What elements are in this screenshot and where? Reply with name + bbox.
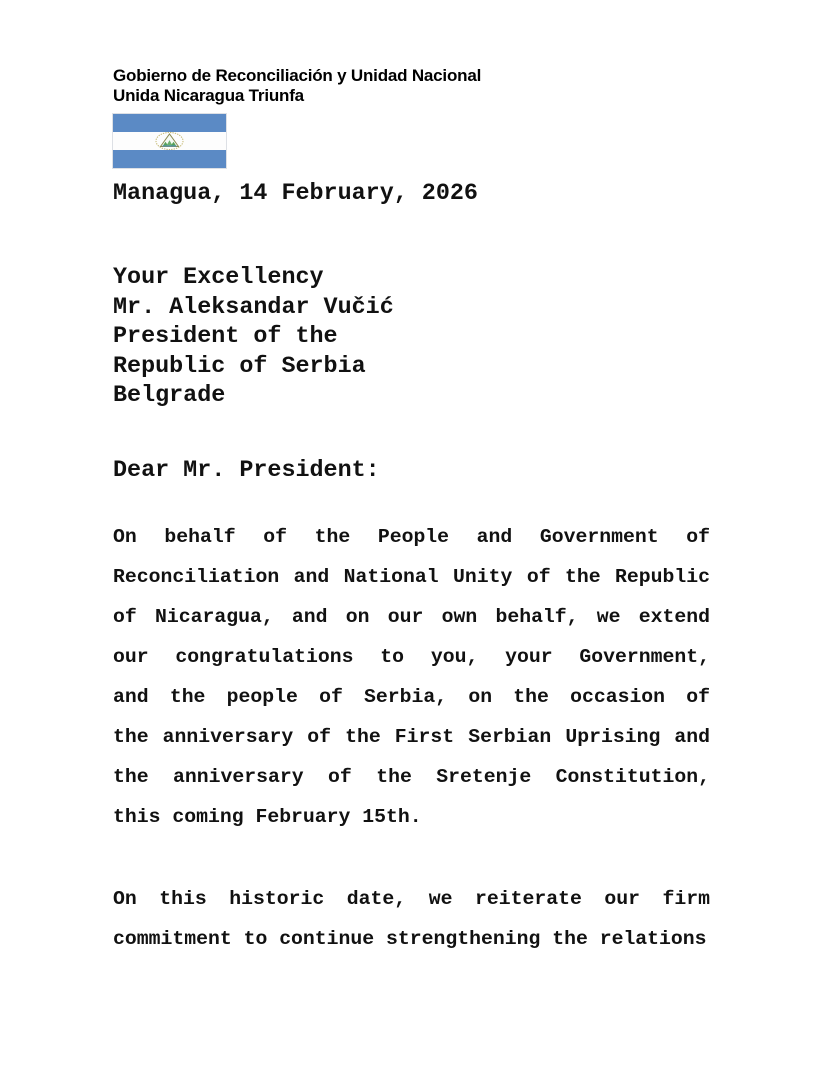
text-line: Reconciliation and National Unity of the Republic [113, 566, 710, 588]
text-line: On behalf of the People and Government of [113, 526, 710, 548]
nicaragua-flag-graphic [113, 114, 226, 168]
text-line: Belgrade [113, 383, 226, 409]
letterhead [113, 66, 481, 106]
text-line: this coming February 15th. [113, 806, 422, 828]
text-line: Your Excellency [113, 265, 324, 291]
salutation: Dear Mr. President: [113, 458, 380, 484]
letterhead-line1: Gobierno de Reconciliación y Unidad Nacional [113, 66, 482, 85]
text-line: the anniversary of the First Serbian Uprising and [113, 726, 710, 748]
text-line: of Nicaragua, and on our own behalf, we extend [113, 606, 710, 628]
paragraph-2 [113, 879, 710, 959]
text-line: commitment to continue strengthening the relations [113, 928, 707, 950]
date-line: Managua, 14 February, 2026 [113, 181, 478, 207]
paragraph-1 [113, 517, 710, 837]
text-line: Republic of Serbia [113, 353, 366, 380]
text-line: President of the [113, 324, 338, 350]
nicaragua-flag-icon [113, 114, 226, 168]
text-line: Mr. Aleksandar Vučić [113, 294, 394, 321]
text-line: and the people of Serbia, on the occasion of [113, 686, 710, 708]
text-line: our congratulations to you, your Government, [113, 646, 710, 668]
text-line: On this historic date, we reiterate our firm [113, 888, 710, 910]
text-line: the anniversary of the Sretenje Constitution, [113, 766, 710, 788]
recipient-address [113, 264, 394, 412]
letterhead-line2: Unida Nicaragua Triunfa [113, 86, 304, 105]
